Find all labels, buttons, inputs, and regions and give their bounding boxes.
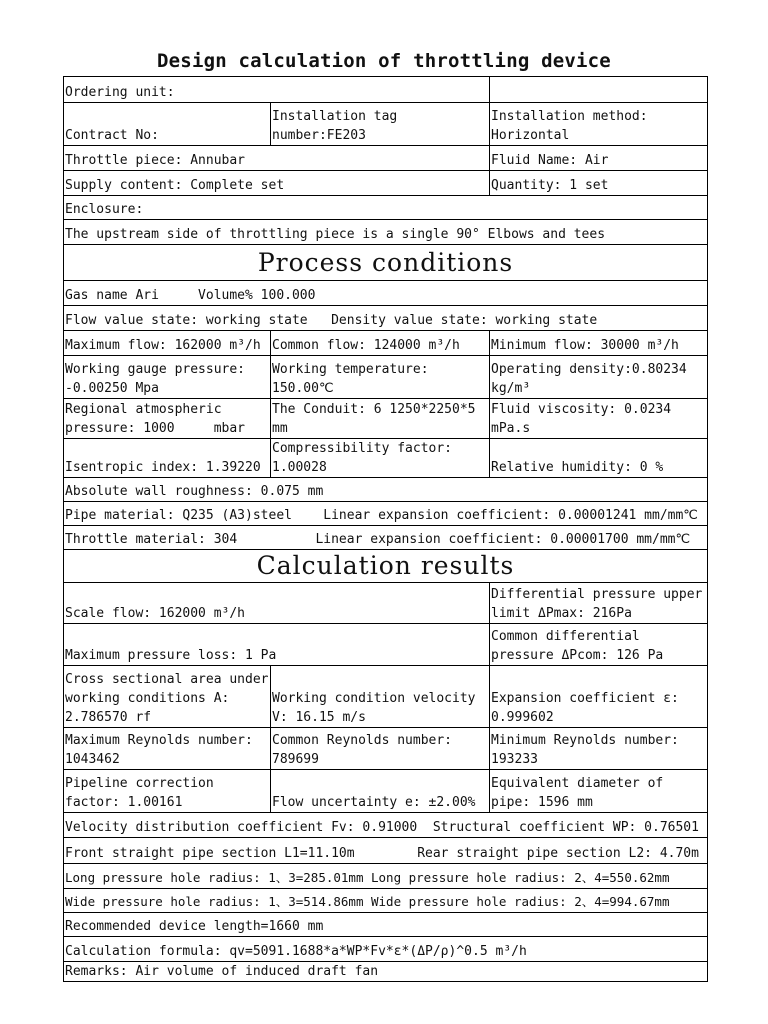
conduit: The Conduit: 6 1250*2250*5 mm	[271, 399, 490, 439]
common-reynolds: Common Reynolds number: 789699	[271, 728, 490, 770]
wide-pressure-hole	[64, 889, 708, 913]
pipe-material-text: Pipe material: Q235 (A3)steel Linear expansion coefficient: 0.00001241 mm/mm℃	[65, 508, 698, 523]
installation-method: Installation method: Horizontal	[490, 103, 708, 146]
upstream-note: The upstream side of throttling piece is a single 90° Elbows and tees	[64, 220, 708, 245]
enclosure: Enclosure:	[64, 196, 708, 220]
gas-name	[64, 281, 708, 306]
contract-no: Contract No:	[64, 103, 271, 146]
maximum-flow: Maximum flow: 162000 m³/h	[64, 331, 271, 356]
max-pressure-loss: Maximum pressure loss: 1 Pa	[64, 624, 490, 666]
relative-humidity: Relative humidity: 0 %	[490, 439, 708, 478]
wide-hole-text: Wide pressure hole radius: 1、3=514.86mm Wide pressure hole radius: 2、4=994.67mm	[65, 894, 670, 909]
isentropic-index: Isentropic index: 1.39220	[64, 439, 271, 478]
gas-name-text: Gas name Ari Volume% 100.000	[65, 288, 316, 303]
fluid-viscosity: Fluid viscosity: 0.0234 mPa.s	[490, 399, 708, 439]
throttle-material-text: Throttle material: 304 Linear expansion coefficient: 0.00001700 mm/mm℃	[65, 532, 691, 547]
compressibility-factor: Compressibility factor: 1.00028	[271, 439, 490, 478]
straight-pipe-sections	[64, 838, 708, 864]
ordering-unit: Ordering unit:	[64, 77, 490, 103]
calculation-sheet	[63, 76, 708, 982]
long-pressure-hole	[64, 864, 708, 889]
minimum-flow: Minimum flow: 30000 m³/h	[490, 331, 708, 356]
value-state	[64, 306, 708, 331]
maximum-reynolds: Maximum Reynolds number: 1043462	[64, 728, 271, 770]
velocity-distribution	[64, 813, 708, 838]
straight-pipe-text: Front straight pipe section L1=11.10m Rear straight pipe section L2: 4.70m	[65, 846, 699, 861]
value-state-text: Flow value state: working state Density value state: working state	[65, 313, 598, 328]
common-differential-pressure: Common differential pressure ΔPcom: 126 Pa	[490, 624, 708, 666]
atmospheric-pressure	[64, 399, 271, 439]
quantity: Quantity: 1 set	[490, 171, 708, 196]
working-temperature: Working temperature: 150.00℃	[271, 356, 490, 399]
calculation-formula: Calculation formula: qv=5091.1688*a*WP*Fv*ε*(ΔP/ρ)^0.5 m³/h	[64, 937, 708, 962]
wall-roughness: Absolute wall roughness: 0.075 mm	[64, 478, 708, 502]
throttle-material	[64, 526, 708, 550]
ordering-unit-value	[490, 77, 708, 103]
supply-content: Supply content: Complete set	[64, 171, 490, 196]
scale-flow: Scale flow: 162000 m³/h	[64, 583, 490, 624]
fluid-name: Fluid Name: Air	[490, 146, 708, 171]
common-flow: Common flow: 124000 m³/h	[271, 331, 490, 356]
pipeline-correction: Pipeline correction factor: 1.00161	[64, 770, 271, 813]
velocity-distribution-text: Velocity distribution coefficient Fv: 0.91000 Structural coefficient WP: 0.76501	[65, 820, 699, 835]
remarks: Remarks: Air volume of induced draft fan	[64, 962, 708, 982]
calculation-results-heading: Calculation results	[64, 550, 708, 583]
operating-density: Operating density:0.80234 kg/m³	[490, 356, 708, 399]
process-conditions-heading: Process conditions	[64, 245, 708, 281]
long-hole-text: Long pressure hole radius: 1、3=285.01mm Long pressure hole radius: 2、4=550.62mm	[65, 870, 670, 885]
dp-upper-limit: Differential pressure upper limit ΔPmax: 216Pa	[490, 583, 708, 624]
working-gauge-pressure: Working gauge pressure: -0.00250 Mpa	[64, 356, 271, 399]
equivalent-diameter: Equivalent diameter of pipe: 1596 mm	[490, 770, 708, 813]
flow-uncertainty: Flow uncertainty e: ±2.00%	[271, 770, 490, 813]
atmospheric-pressure-text: Regional atmospheric pressure: 1000 mbar	[65, 402, 246, 436]
device-length: Recommended device length=1660 mm	[64, 913, 708, 937]
installation-tag: Installation tag number:FE203	[271, 103, 490, 146]
cross-sectional-area: Cross sectional area under working conditions A: 2.786570 rf	[64, 666, 271, 728]
document-title: Design calculation of throttling device	[157, 50, 611, 72]
pipe-material	[64, 502, 708, 526]
throttle-piece: Throttle piece: Annubar	[64, 146, 490, 171]
working-velocity: Working condition velocity V: 16.15 m/s	[271, 666, 490, 728]
minimum-reynolds: Minimum Reynolds number: 193233	[490, 728, 708, 770]
expansion-coefficient: Expansion coefficient ε: 0.999602	[490, 666, 708, 728]
